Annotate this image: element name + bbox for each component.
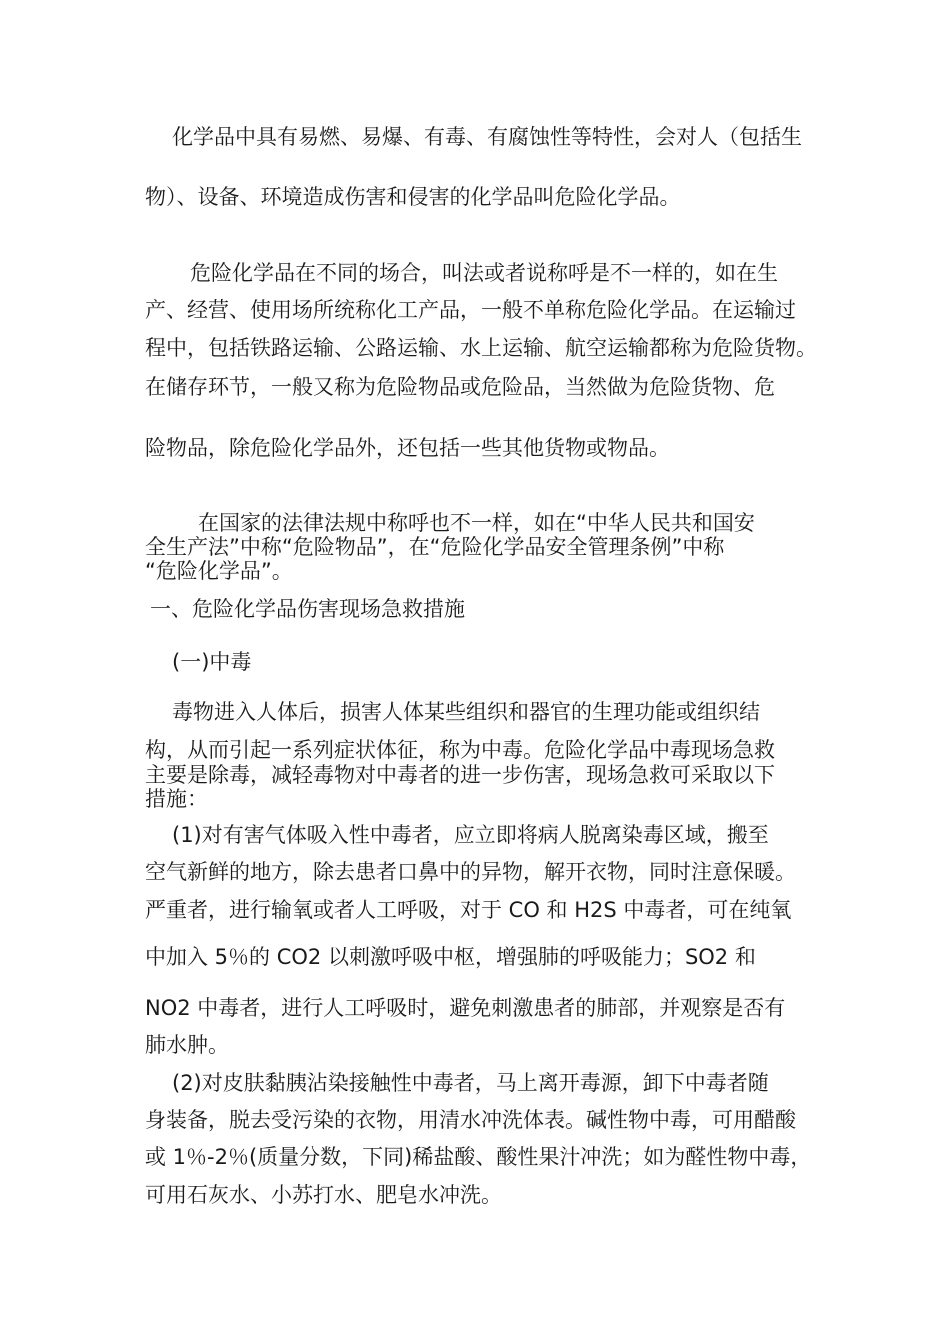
measure-2-line-4: 可用石灰水、小苏打水、肥皂水冲洗。 [145,1183,502,1207]
subsection-heading: (一)中毒 [172,650,252,674]
naming-line-1: 危险化学品在不同的场合，叫法或者说称呼是不一样的，如在生 [190,261,778,285]
measure-1-line-1: (1)对有害气体吸入性中毒者，应立即将病人脱离染毒区域，搬至 [172,823,769,847]
measure-1-line-3: 严重者，进行输氧或者人工呼吸，对于 CO 和 H2S 中毒者，可在纯氧 [145,898,792,922]
poisoning-line-2: 构，从而引起一系列症状体征，称为中毒。危险化学品中毒现场急救 [145,738,775,762]
naming-line-4: 在储存环节，一般又称为危险物品或危险品，当然做为危险货物、危 [145,375,775,399]
measure-2-line-2: 身装备，脱去受污染的衣物，用清水冲洗体表。碱性物中毒，可用醋酸 [145,1108,796,1132]
law-line-2: 全生产法”中称“危险物品”，在“危险化学品安全管理条例”中称 [145,535,725,559]
naming-line-3: 程中，包括铁路运输、公路运输、水上运输、航空运输都称为危险货物。 [145,336,817,360]
measure-1-line-5: NO2 中毒者，进行人工呼吸时，避免刺激患者的肺部，并观察是否有 [145,996,786,1020]
intro-line-1: 化学品中具有易燃、易爆、有毒、有腐蚀性等特性，会对人（包括生 [172,125,802,149]
measure-1-line-2: 空气新鲜的地方，除去患者口鼻中的异物，解开衣物，同时注意保暖。 [145,860,796,884]
law-line-1: 在国家的法律法规中称呼也不一样，如在“中华人民共和国安 [198,511,755,535]
poisoning-line-4: 措施： [145,787,208,811]
measure-2-line-1: (2)对皮肤黏胰沾染接触性中毒者，马上离开毒源，卸下中毒者随 [172,1071,769,1095]
poisoning-line-1: 毒物进入人体后，损害人体某些组织和器官的生理功能或组织结 [172,700,760,724]
intro-line-2: 物）、设备、环境造成伤害和侵害的化学品叫危险化学品。 [145,185,681,209]
naming-line-5: 险物品，除危险化学品外，还包括一些其他货物或物品。 [145,436,670,460]
poisoning-line-3: 主要是除毒，减轻毒物对中毒者的进一步伤害，现场急救可采取以下 [145,763,775,787]
measure-2-line-3: 或 1％-2％(质量分数，下同)稀盐酸、酸性果汁冲洗；如为醛性物中毒， [145,1145,812,1169]
section-heading: 一、危险化学品伤害现场急救措施 [150,597,465,621]
measure-1-line-4: 中加入 5％的 CO2 以刺激呼吸中枢，增强肺的呼吸能力；SO2 和 [145,945,756,969]
law-line-3: “危险化学品”。 [145,559,293,583]
naming-line-2: 产、经营、使用场所统称化工产品，一般不单称危险化学品。在运输过 [145,298,796,322]
measure-1-line-6: 肺水肿。 [145,1033,229,1057]
